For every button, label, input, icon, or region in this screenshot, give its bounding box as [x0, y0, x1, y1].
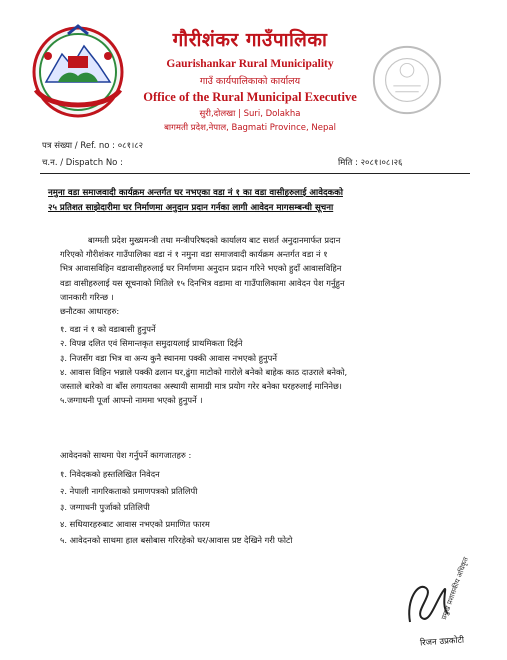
- list-item: २. विपन्न दलित एवं सिमान्तकृत समुदायलाई प्राथमिकता दिईने: [60, 338, 243, 349]
- list-item: ५.जग्गाधनी पूर्जा आफ्नो नाममा भएको हुनुपर्ने ।: [60, 395, 203, 406]
- municipality-name-nepali: गौरीशंकर गाउँपालिका: [172, 29, 328, 51]
- body-line: गरिएको गौरीशंकर गाउँपालिका वडा नं १ नमुना वडा समाजवादी कार्यक्रम अन्तर्गत वडा नं १: [60, 249, 328, 260]
- signatory-title: प्रमुख प्रशासकीय अधिकृत: [440, 556, 470, 621]
- dispatch-number: [42, 157, 123, 168]
- date-label: मिति :: [338, 158, 358, 168]
- criteria-list: [60, 322, 480, 408]
- date: [338, 157, 402, 168]
- list-item: ५. आवेदनको साथमा हाल बसोबास गरिरहेको घर/आवास प्रष्ट देखिने गरी फोटो: [60, 535, 293, 545]
- criteria-heading: छनौटका आधारहरु:: [60, 306, 120, 316]
- office-name-nepali: गाउँ कार्यपालिकाको कार्यालय: [199, 76, 301, 87]
- address-nepali: सुरी,दोलखा: [199, 109, 236, 119]
- address-english: | Suri, Dolakha: [238, 109, 301, 119]
- office-stamp-icon: [368, 40, 446, 120]
- list-item: २. नेपाली नागरिकताको प्रमाणपत्रको प्रतिलिपी: [60, 485, 198, 496]
- date-value: २०८१।०८।२६: [360, 158, 403, 168]
- province-english: Bagmati Province, Nepal: [231, 123, 336, 133]
- address-line: [140, 108, 360, 119]
- notice-body: [60, 233, 476, 304]
- subject-line-1: नमुना वडा समाजवादी कार्यक्रम अन्तर्गत घर नभएका वडा नं १ का वडा वासीहरुलाई आवेदकको: [48, 188, 343, 198]
- nepal-emblem-icon: [28, 20, 128, 120]
- list-item: ४. सधियारहरुबाट आवास नभएको प्रमाणित फारम: [60, 518, 210, 529]
- municipality-name-english: Gaurishankar Rural Municipality: [166, 58, 334, 70]
- province-line: बागमती प्रदेश,नेपाल, Bagmati Province, Nepal: [164, 123, 336, 133]
- office-name-english: Office of the Rural Municipal Executive: [143, 90, 357, 104]
- list-item: ३. जग्गाधनी पुर्जाको प्रतिलिपी: [60, 502, 150, 512]
- header-divider: [40, 173, 470, 174]
- documents-heading: आवेदनको साथमा पेश गर्नुपर्ने कागजातहरु :: [60, 450, 192, 460]
- body-line: भित्र आवासविहिन वडावासीहरुलाई घर निर्माणमा अनुदान प्रदान गरिने भएको हुदाँ आवासविहिन: [60, 263, 342, 274]
- body-line: जानकारी गरिन्छ ।: [60, 291, 114, 302]
- list-item: १. निवेदकको हस्तलिखित निवेदन: [60, 469, 160, 479]
- province-nepali: बागमती प्रदेश,नेपाल: [164, 123, 227, 133]
- subject-line-2: २५ प्रतिशत साझेदारीमा घर निर्माणमा अनुदान प्रदान गर्नका लागी आवेदन मागसम्बन्धी सूचना: [48, 203, 334, 213]
- list-item: ४. आवास विहिन भन्नाले पक्की ढलान घर,ढुंगा माटोको गारोले बनेको बाहेक काठ दाउराले बनेको,: [60, 366, 348, 377]
- list-item: ३. निजसँग वडा भित्र वा अन्य कुनै स्थानमा पक्की आवास नभएको हुनुपर्ने: [60, 352, 277, 363]
- ref-label: पत्र संख्या / Ref. no :: [42, 141, 116, 151]
- body-line: बाग्मती प्रदेश मुख्यमन्त्री तथा मन्त्रीपरिषदको कार्यालय बाट सशर्त अनुदानमार्फत प्रदान: [88, 235, 341, 245]
- documents-list: [60, 466, 480, 549]
- reference-number: [42, 140, 143, 151]
- list-item: १. वडा नं १ को वडाबासी हुनुपर्ने: [60, 324, 156, 334]
- signatory-name: रिजन उप्रकोटी: [419, 635, 465, 649]
- ref-value: ०८१।८२: [117, 141, 144, 151]
- dispatch-label: च.न. / Dispatch No :: [42, 158, 123, 168]
- list-item: जस्ताले बारेको वा बाँस लगायतका अस्थायी सामाग्री मात्र प्रयोग गरेर बनेका घरहरुलाई मानिनेछ।: [60, 381, 342, 392]
- body-line: वडा वासीहरुलाई यस सूचनाको मितिले १५ दिनभित्र वडामा वा गाउँपालिकामा आवेदन पेश गर्नुहुन: [60, 277, 345, 288]
